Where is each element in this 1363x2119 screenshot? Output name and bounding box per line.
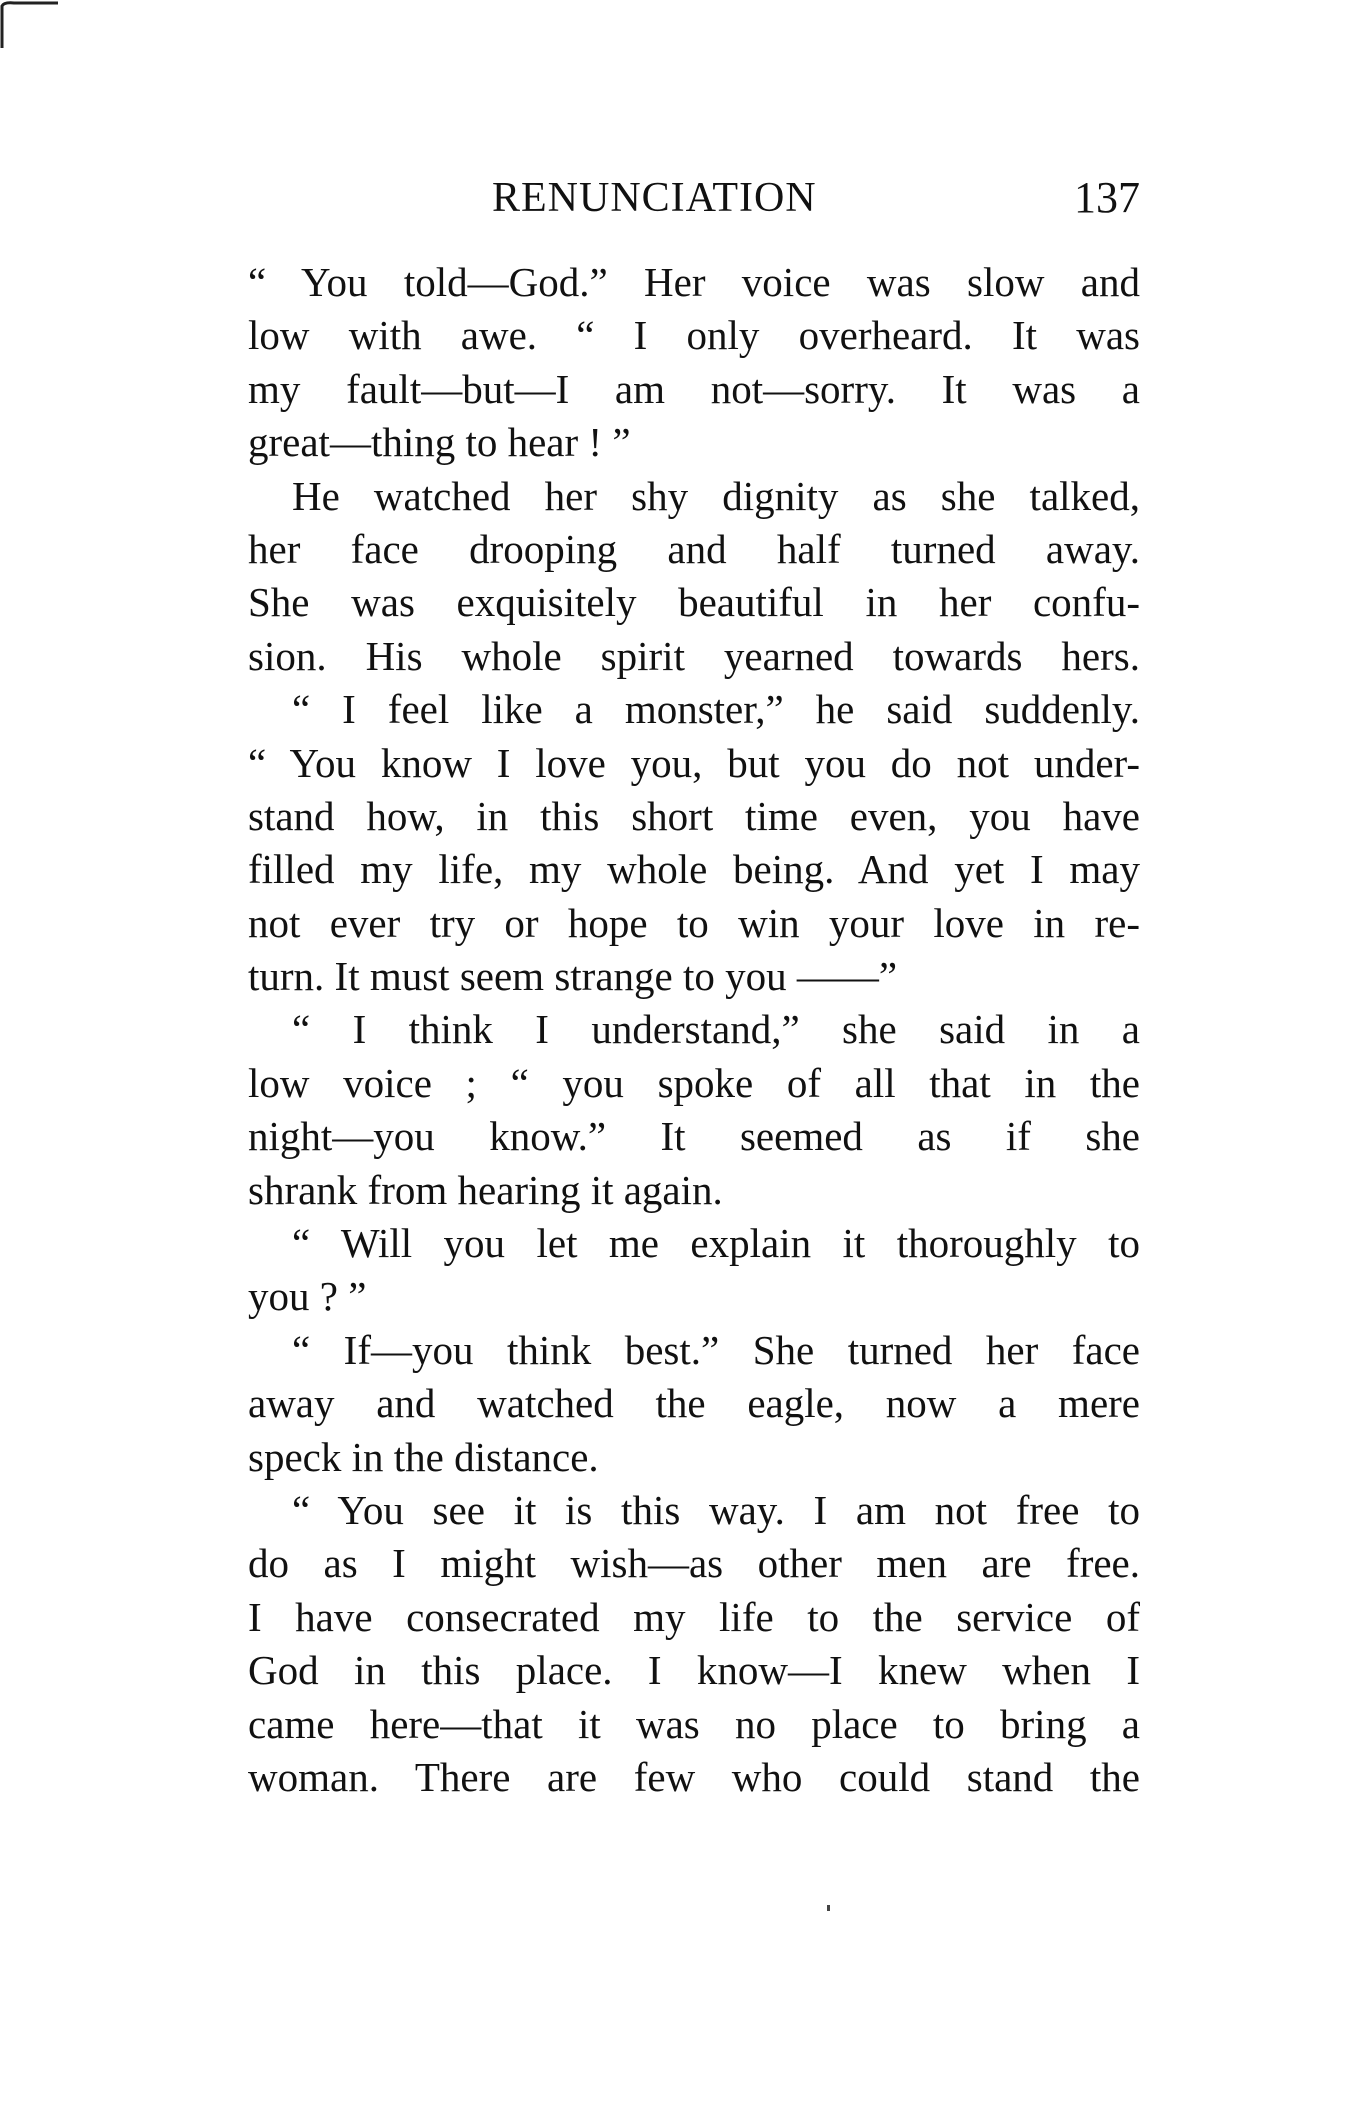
page-corner-mark <box>0 0 60 50</box>
text-line: turn. It must seem strange to you ——” <box>248 953 898 1000</box>
text-line: “ I feel like a monster,” he said suddenly. <box>292 686 1140 733</box>
text-line: away and watched the eagle, now a mere <box>248 1380 1140 1427</box>
text-line: sion. His whole spirit yearned towards hers. <box>248 632 1140 679</box>
text-line: “ I think I understand,” she said in a <box>292 1006 1140 1053</box>
text-line: filled my life, my whole being. And yet I may <box>248 846 1140 893</box>
text-line: He watched her shy dignity as she talked, <box>292 472 1140 519</box>
text-line: “ You see it is this way. I am not free to <box>292 1486 1140 1533</box>
text-line: low with awe. “ I only overheard. It was <box>248 312 1140 359</box>
text-line: speck in the distance. <box>248 1433 599 1480</box>
text-line: stand how, in this short time even, you have <box>248 792 1140 839</box>
text-line: low voice ; “ you spoke of all that in the <box>248 1059 1140 1106</box>
text-line: her face drooping and half turned away. <box>248 525 1140 572</box>
text-line: great—thing to hear ! ” <box>248 419 631 466</box>
text-line: not ever try or hope to win your love in re- <box>248 899 1140 946</box>
text-line: God in this place. I know—I knew when I <box>248 1647 1140 1694</box>
text-line: I have consecrated my life to the service of <box>248 1593 1140 1640</box>
text-line: shrank from hearing it again. <box>248 1166 723 1213</box>
running-head: RENUNCIATION <box>492 175 817 221</box>
page-number: 137 <box>1074 173 1140 222</box>
text-line: my fault—but—I am not—sorry. It was a <box>248 365 1140 412</box>
text-line: “ You told—God.” Her voice was slow and <box>248 259 1140 305</box>
text-line: do as I might wish—as other men are free. <box>248 1540 1140 1587</box>
text-line: came here—that it was no place to bring a <box>248 1700 1140 1747</box>
speck-mark <box>827 1905 830 1911</box>
text-line: “ Will you let me explain it thoroughly to <box>292 1220 1140 1267</box>
text-line: night—you know.” It seemed as if she <box>248 1113 1140 1160</box>
text-line: woman. There are few who could stand the <box>248 1753 1140 1800</box>
text-line: “ You know I love you, but you do not under- <box>248 739 1140 786</box>
body-text <box>248 256 1140 1804</box>
text-line: “ If—you think best.” She turned her face <box>292 1326 1140 1373</box>
text-line: She was exquisitely beautiful in her confu- <box>248 579 1140 626</box>
page-header <box>248 168 1140 228</box>
text-line: you ? ” <box>248 1273 367 1320</box>
